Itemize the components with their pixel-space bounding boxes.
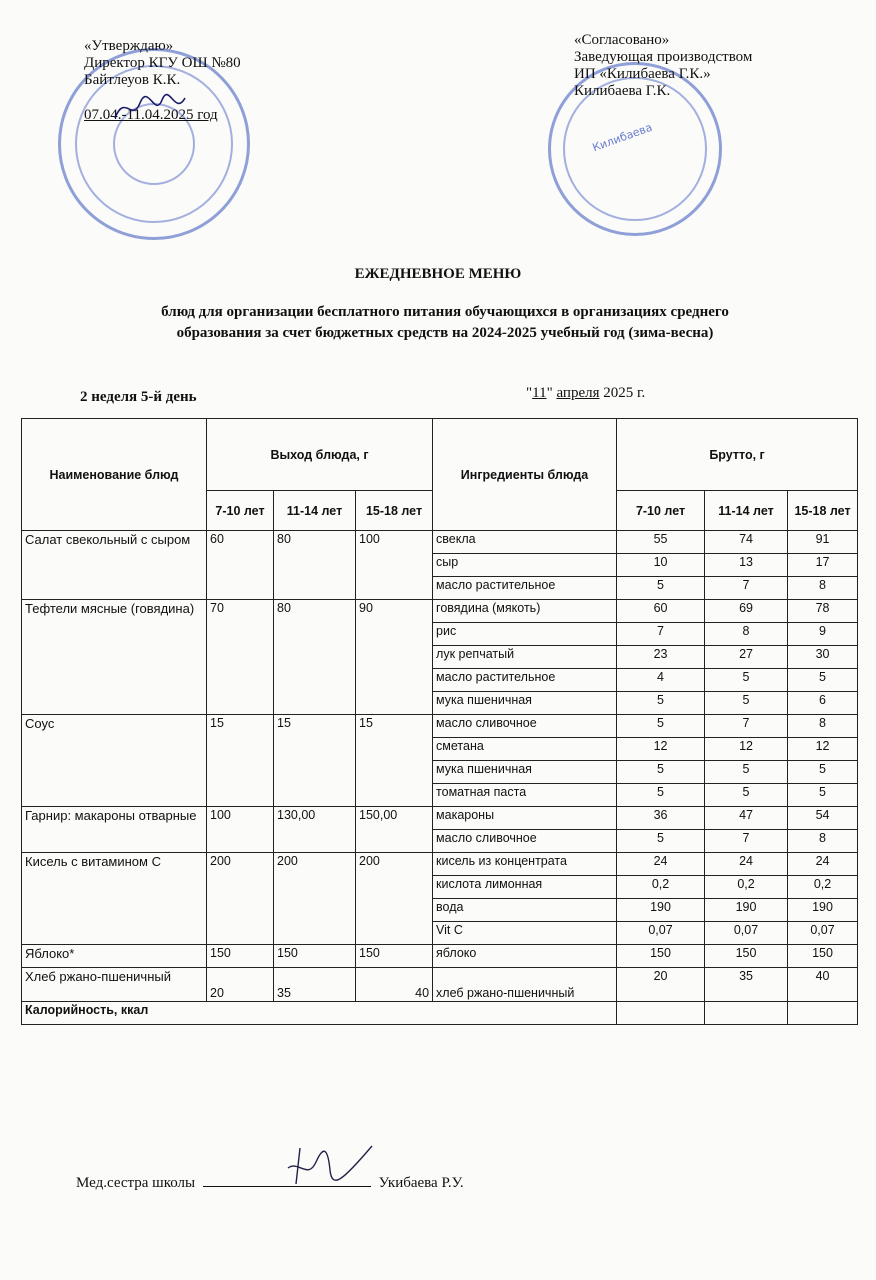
dish-output: 200	[274, 853, 356, 945]
brutto-value: 150	[705, 945, 788, 968]
ingredient-name: сметана	[433, 738, 617, 761]
table-row	[22, 715, 858, 738]
brutto-value: 5	[705, 669, 788, 692]
brutto-value: 4	[617, 669, 705, 692]
date-year: 2025 г.	[599, 385, 646, 401]
approval-left-line2: Директор КГУ ОШ №80	[84, 55, 241, 71]
dish-name: Кисель с витамином С	[22, 853, 207, 945]
brutto-value: 7	[705, 577, 788, 600]
header-output-age: 15-18 лет	[356, 491, 433, 531]
header-ingredients: Ингредиенты блюда	[433, 419, 617, 531]
ingredient-name: масло сливочное	[433, 830, 617, 853]
dish-output: 80	[274, 600, 356, 715]
brutto-value: 8	[788, 830, 858, 853]
table-row	[22, 945, 858, 968]
brutto-value: 20	[617, 968, 705, 1002]
dish-output: 200	[356, 853, 433, 945]
brutto-value: 150	[788, 945, 858, 968]
brutto-value: 5	[788, 761, 858, 784]
approval-left-line1: «Утверждаю»	[84, 38, 174, 54]
ingredient-name: кислота лимонная	[433, 876, 617, 899]
brutto-value: 36	[617, 807, 705, 830]
subtitle-line1: блюд для организации бесплатного питания обучающихся в организациях среднего	[161, 304, 729, 320]
brutto-value: 12	[705, 738, 788, 761]
approval-right-line3: ИП «Килибаева Г.К.»	[574, 66, 711, 82]
calories-value	[617, 1002, 705, 1025]
dish-output: 150	[207, 945, 274, 968]
dish-output: 15	[356, 715, 433, 807]
brutto-value: 7	[617, 623, 705, 646]
brutto-value: 69	[705, 600, 788, 623]
header-brutto: Брутто, г	[617, 419, 858, 491]
brutto-value: 23	[617, 646, 705, 669]
brutto-value: 190	[788, 899, 858, 922]
dish-name: Яблоко*	[22, 945, 207, 968]
brutto-value: 60	[617, 600, 705, 623]
ingredient-name: свекла	[433, 531, 617, 554]
brutto-value: 150	[617, 945, 705, 968]
approval-right-line2: Заведующая производством	[574, 49, 753, 65]
brutto-value: 0,2	[617, 876, 705, 899]
brutto-value: 5	[705, 761, 788, 784]
brutto-value: 24	[788, 853, 858, 876]
brutto-value: 5	[617, 715, 705, 738]
director-signature	[110, 88, 190, 128]
brutto-value: 5	[788, 669, 858, 692]
ingredient-name: мука пшеничная	[433, 761, 617, 784]
brutto-value: 6	[788, 692, 858, 715]
brutto-value: 7	[705, 715, 788, 738]
approval-left-line3: Байтлеуов К.К.	[84, 72, 181, 88]
brutto-value: 0,2	[788, 876, 858, 899]
brutto-value: 5	[617, 784, 705, 807]
header-brutto-age: 15-18 лет	[788, 491, 858, 531]
brutto-value: 5	[705, 692, 788, 715]
table-row	[22, 968, 858, 1002]
brutto-value: 5	[617, 577, 705, 600]
dish-output: 150,00	[356, 807, 433, 853]
dish-output: 35	[274, 968, 356, 1002]
stamp-inner-label: Килибаева	[590, 120, 654, 155]
header-output: Выход блюда, г	[207, 419, 433, 491]
brutto-value: 24	[705, 853, 788, 876]
brutto-value: 8	[788, 577, 858, 600]
brutto-value: 24	[617, 853, 705, 876]
ingredient-name: Vit C	[433, 922, 617, 945]
ingredient-name: масло растительное	[433, 669, 617, 692]
dish-output: 15	[274, 715, 356, 807]
header-brutto-age: 11-14 лет	[705, 491, 788, 531]
brutto-value: 47	[705, 807, 788, 830]
brutto-value: 190	[705, 899, 788, 922]
table-row	[22, 531, 858, 554]
date-day: 11	[532, 385, 547, 401]
dish-output: 80	[274, 531, 356, 600]
brutto-value: 17	[788, 554, 858, 577]
dish-output: 150	[274, 945, 356, 968]
brutto-value: 10	[617, 554, 705, 577]
dish-output: 200	[207, 853, 274, 945]
brutto-value: 12	[617, 738, 705, 761]
footer-label: Мед.сестра школы	[76, 1175, 196, 1191]
calories-label: Калорийность, ккал	[22, 1002, 617, 1025]
brutto-value: 30	[788, 646, 858, 669]
page-title: ЕЖЕДНЕВНОЕ МЕНЮ	[354, 266, 522, 282]
dish-output: 150	[356, 945, 433, 968]
header-output-age: 11-14 лет	[274, 491, 356, 531]
brutto-value: 55	[617, 531, 705, 554]
brutto-value: 5	[788, 784, 858, 807]
dish-output: 15	[207, 715, 274, 807]
ingredient-name: яблоко	[433, 945, 617, 968]
dish-output: 130,00	[274, 807, 356, 853]
brutto-value: 5	[617, 830, 705, 853]
brutto-value: 0,07	[617, 922, 705, 945]
header-brutto-age: 7-10 лет	[617, 491, 705, 531]
brutto-value: 9	[788, 623, 858, 646]
approval-right	[574, 32, 752, 100]
brutto-value: 27	[705, 646, 788, 669]
brutto-value: 74	[705, 531, 788, 554]
dish-output: 40	[356, 968, 433, 1002]
brutto-value: 5	[705, 784, 788, 807]
ingredient-name: хлеб ржано-пшеничный	[433, 968, 617, 1002]
nurse-signature	[268, 1140, 378, 1192]
menu-table-body	[22, 531, 858, 1025]
brutto-value: 78	[788, 600, 858, 623]
brutto-value: 91	[788, 531, 858, 554]
brutto-value: 12	[788, 738, 858, 761]
calories-value	[788, 1002, 858, 1025]
ingredient-name: лук репчатый	[433, 646, 617, 669]
table-row	[22, 807, 858, 830]
footer-name: Укибаева Р.У.	[378, 1175, 464, 1191]
table-row	[22, 600, 858, 623]
table-row	[22, 853, 858, 876]
dish-output: 100	[356, 531, 433, 600]
approval-left-line4: 07.04.-11.04.2025 год	[84, 107, 218, 123]
calories-value	[705, 1002, 788, 1025]
brutto-value: 35	[705, 968, 788, 1002]
dish-name: Хлеб ржано-пшеничный	[22, 968, 207, 1002]
calories-row	[22, 1002, 858, 1025]
dish-output: 90	[356, 600, 433, 715]
dish-name: Тефтели мясные (говядина)	[22, 600, 207, 715]
menu-table	[21, 418, 858, 1025]
ingredient-name: макароны	[433, 807, 617, 830]
brutto-value: 0,07	[788, 922, 858, 945]
date-quote-close: "	[546, 385, 557, 401]
brutto-value: 7	[705, 830, 788, 853]
brutto-value: 0,07	[705, 922, 788, 945]
brutto-value: 190	[617, 899, 705, 922]
brutto-value: 5	[617, 692, 705, 715]
date-month: апреля	[556, 385, 600, 401]
brutto-value: 8	[705, 623, 788, 646]
ingredient-name: вода	[433, 899, 617, 922]
approval-right-line1: «Согласовано»	[574, 32, 670, 48]
dish-output: 20	[207, 968, 274, 1002]
dish-output: 100	[207, 807, 274, 853]
dish-name: Соус	[22, 715, 207, 807]
ingredient-name: томатная паста	[433, 784, 617, 807]
header-output-age: 7-10 лет	[207, 491, 274, 531]
brutto-value: 8	[788, 715, 858, 738]
ingredient-name: сыр	[433, 554, 617, 577]
dish-name: Гарнир: макароны отварные	[22, 807, 207, 853]
menu-date	[526, 385, 645, 402]
brutto-value: 13	[705, 554, 788, 577]
dish-output: 70	[207, 600, 274, 715]
ingredient-name: масло сливочное	[433, 715, 617, 738]
brutto-value: 40	[788, 968, 858, 1002]
ingredient-name: говядина (мякоть)	[433, 600, 617, 623]
ingredient-name: масло растительное	[433, 577, 617, 600]
brutto-value: 5	[617, 761, 705, 784]
date-quote-open: "	[526, 385, 533, 401]
header-dish-name: Наименование блюд	[22, 419, 207, 531]
page-subtitle	[60, 302, 830, 344]
approval-right-line4: Килибаева Г.К.	[574, 83, 671, 99]
brutto-value: 0,2	[705, 876, 788, 899]
ingredient-name: рис	[433, 623, 617, 646]
dish-name: Салат свекольный с сыром	[22, 531, 207, 600]
subtitle-line2: образования за счет бюджетных средств на 2024-2025 учебный год (зима-весна)	[176, 325, 714, 341]
week-day-label: 2 неделя 5-й день	[80, 389, 197, 405]
brutto-value: 54	[788, 807, 858, 830]
ingredient-name: мука пшеничная	[433, 692, 617, 715]
dish-output: 60	[207, 531, 274, 600]
ingredient-name: кисель из концентрата	[433, 853, 617, 876]
